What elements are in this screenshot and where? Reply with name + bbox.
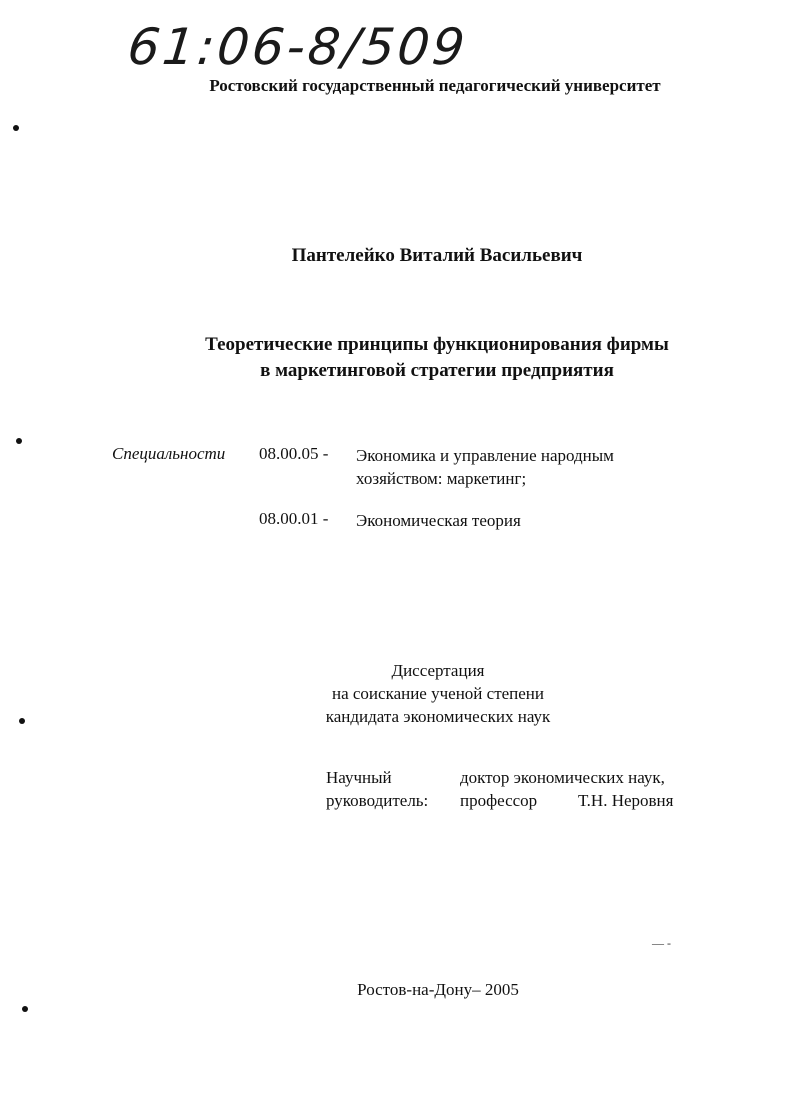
title-line: в маркетинговой стратегии предприятия xyxy=(260,360,614,381)
specialty-code: 08.00.01 - xyxy=(259,509,329,528)
author-name: Пантелейко Виталий Васильевич xyxy=(291,245,583,266)
specialties-label: Специальности xyxy=(112,444,226,463)
dissertation-line: Диссертация xyxy=(391,661,485,680)
scan-mark xyxy=(22,1006,28,1012)
scan-mark xyxy=(19,718,25,724)
handwritten-archive-code: 61:06-8/509 xyxy=(124,18,471,76)
specialty-description xyxy=(356,444,614,490)
dissertation-degree-block xyxy=(0,659,798,728)
supervisor-degree: доктор экономических наук, xyxy=(460,768,665,787)
supervisor-rank: профессор xyxy=(460,791,538,810)
specialty-code: 08.00.05 - xyxy=(259,444,329,463)
university-name: Ростовский государственный педагогический университет xyxy=(209,76,661,95)
title-line: Теоретические принципы функционирования фирмы xyxy=(205,334,669,355)
dissertation-line: на соискание ученой степени xyxy=(331,684,545,703)
scan-mark xyxy=(16,438,22,444)
supervisor-label xyxy=(326,766,428,812)
specialty-description xyxy=(356,509,521,532)
specialty-description-line: хозяйством: маркетинг; xyxy=(356,469,527,488)
scan-mark xyxy=(13,125,19,131)
dissertation-title xyxy=(0,332,798,384)
specialty-description-line: Экономическая теория xyxy=(356,511,521,530)
supervisor-label-line: руководитель: xyxy=(326,791,429,810)
dissertation-line: кандидата экономических наук xyxy=(325,707,551,726)
specialty-description-line: Экономика и управление народным xyxy=(356,446,614,465)
city-year: Ростов-на-Дону– 2005 xyxy=(357,980,519,999)
scan-speck: — - xyxy=(652,936,671,950)
supervisor-label-line: Научный xyxy=(326,768,392,787)
supervisor-name: Т.Н. Неровня xyxy=(578,791,674,810)
